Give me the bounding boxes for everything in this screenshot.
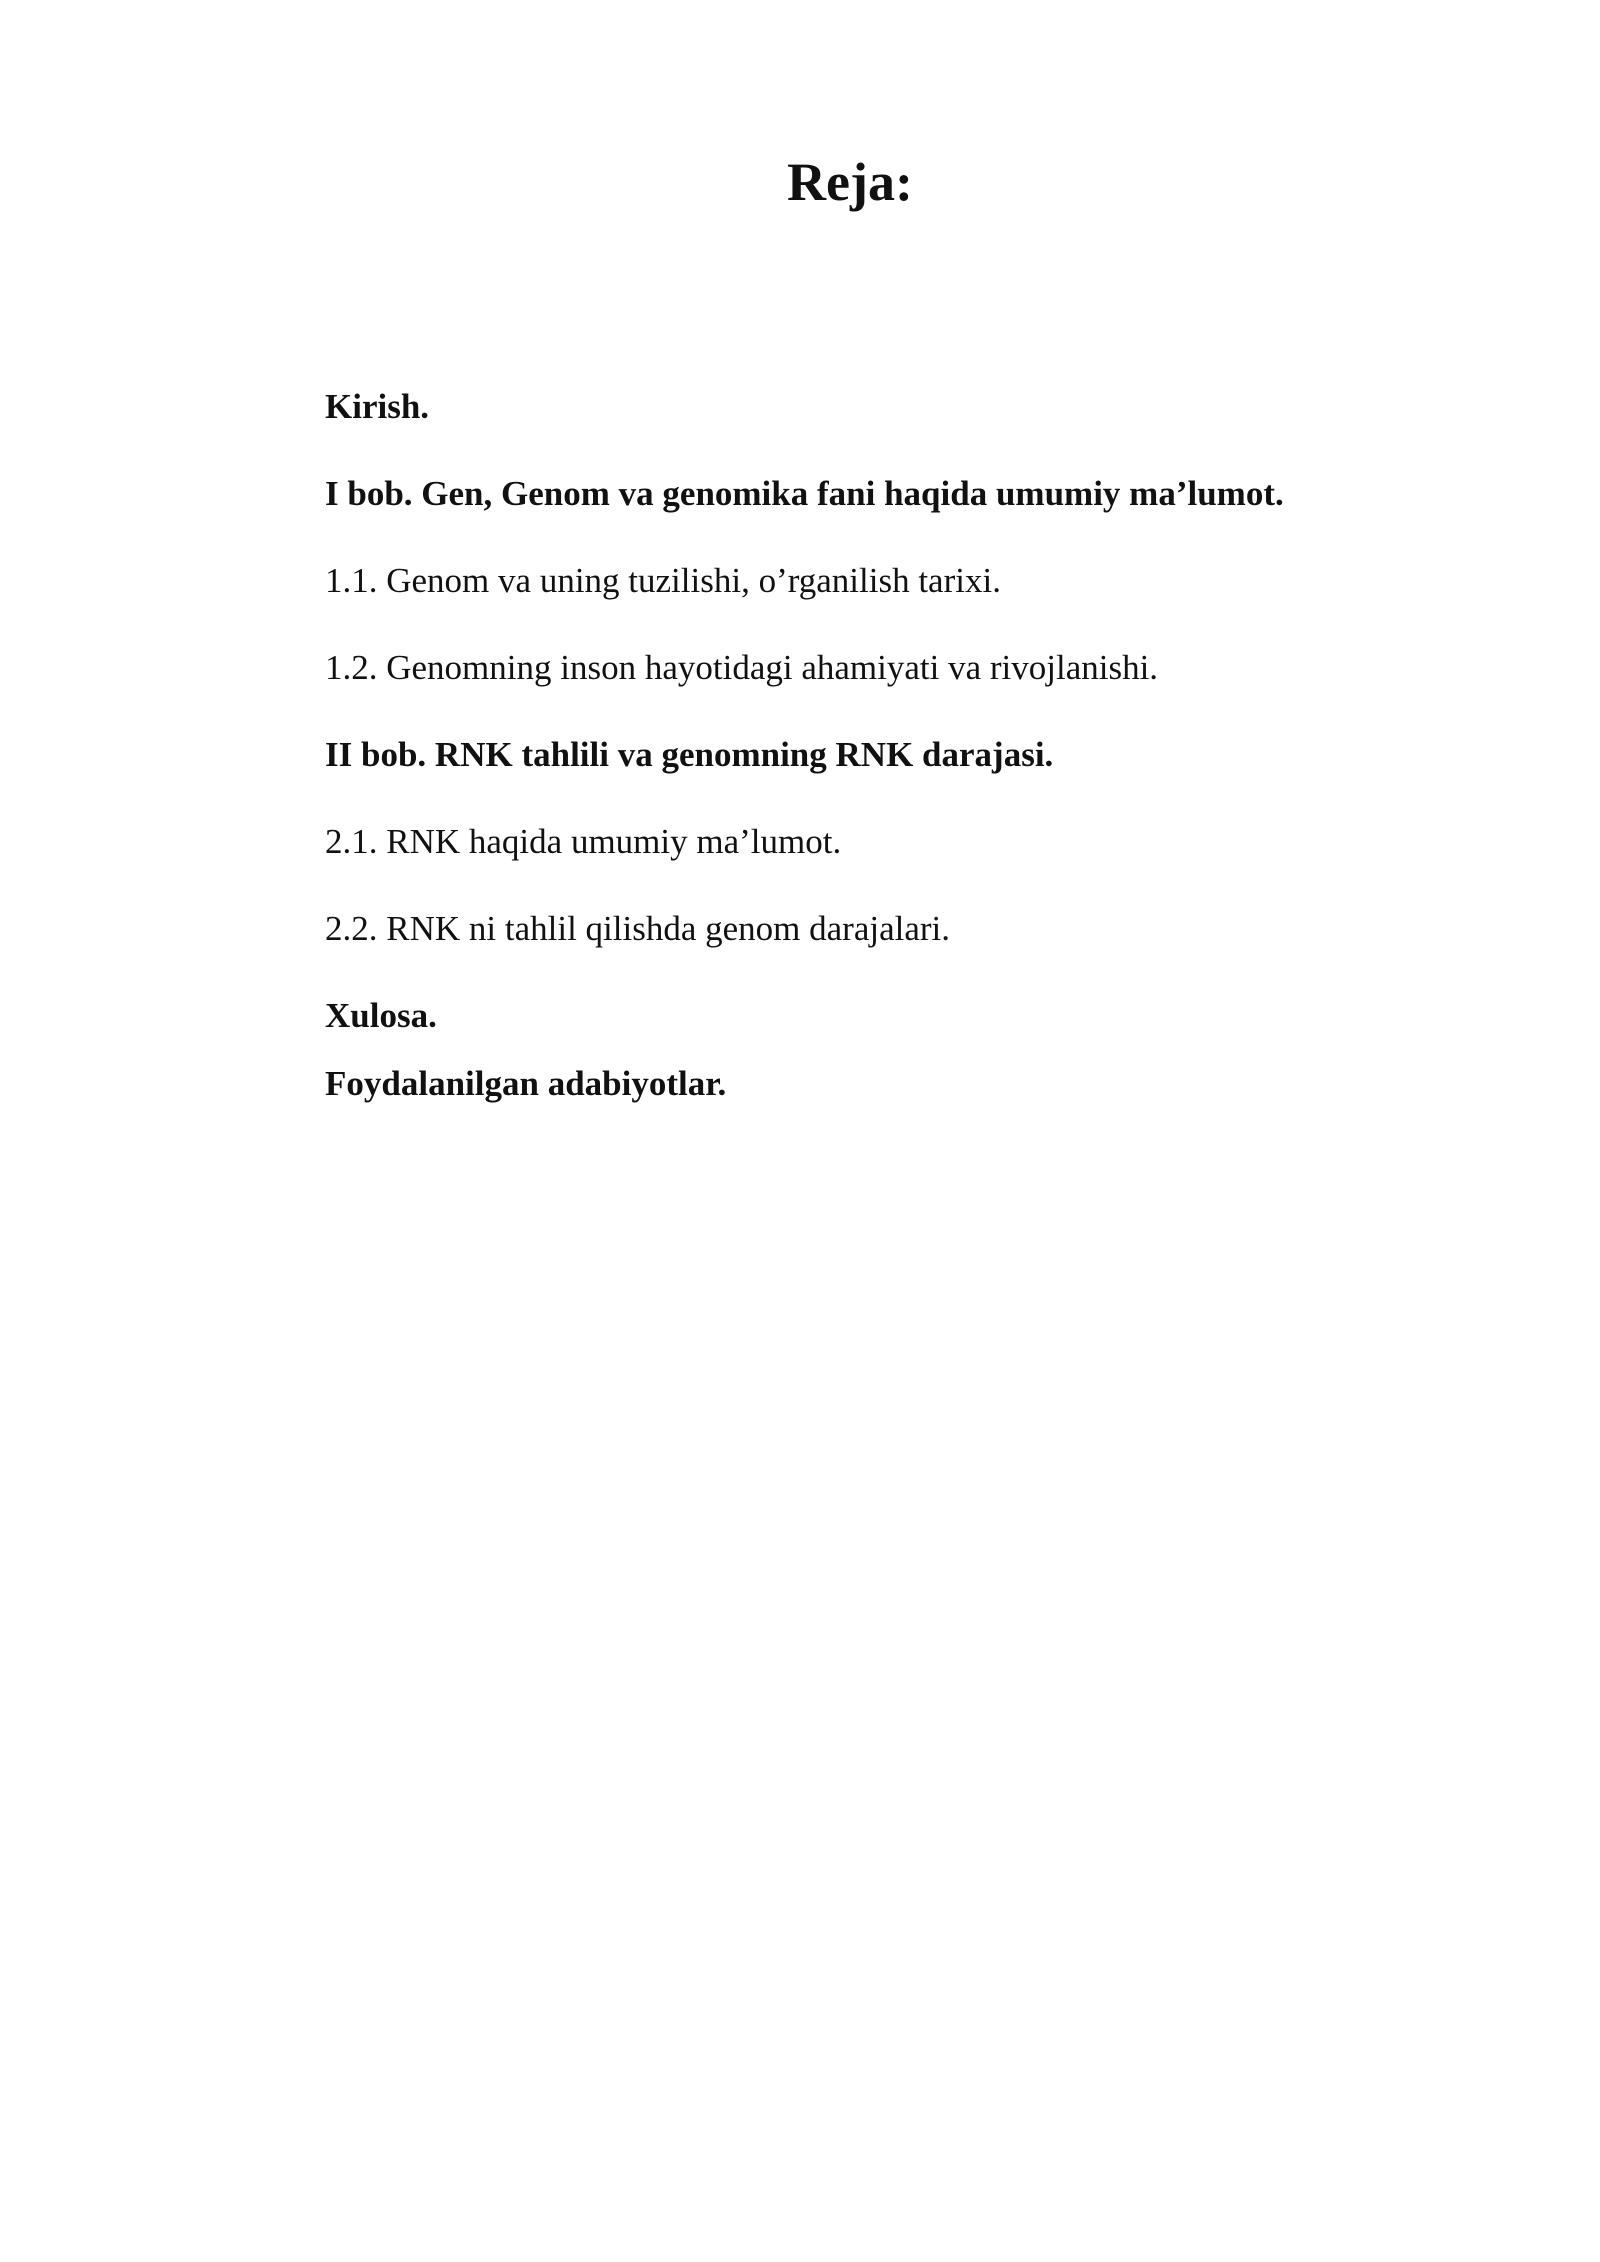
toc-item-references: Foydalanilgan adabiyotlar. — [325, 1064, 727, 1103]
toc-item-conclusion: Xulosa. — [325, 996, 437, 1035]
page-title: Reja: — [787, 152, 913, 212]
toc-item-section-1-2: 1.2. Genomning inson hayotidagi ahamiyati va rivojlanishi. — [325, 648, 1159, 687]
toc-item-section-2-1: 2.1. RNK haqida umumiy ma’lumot. — [325, 822, 842, 861]
toc-item-introduction: Kirish. — [325, 387, 430, 426]
toc-item-section-2-2: 2.2. RNK ni tahlil qilishda genom darajalari. — [325, 909, 951, 948]
table-of-contents — [325, 380, 1505, 1144]
toc-item-section-1-1: 1.1. Genom va uning tuzilishi, o’rganilish tarixi. — [325, 561, 1001, 600]
toc-item-chapter-2: II bob. RNK tahlili va genomning RNK darajasi. — [325, 735, 1054, 774]
toc-item-chapter-1: I bob. Gen, Genom va genomika fani haqida umumiy ma’lumot. — [325, 474, 1284, 513]
